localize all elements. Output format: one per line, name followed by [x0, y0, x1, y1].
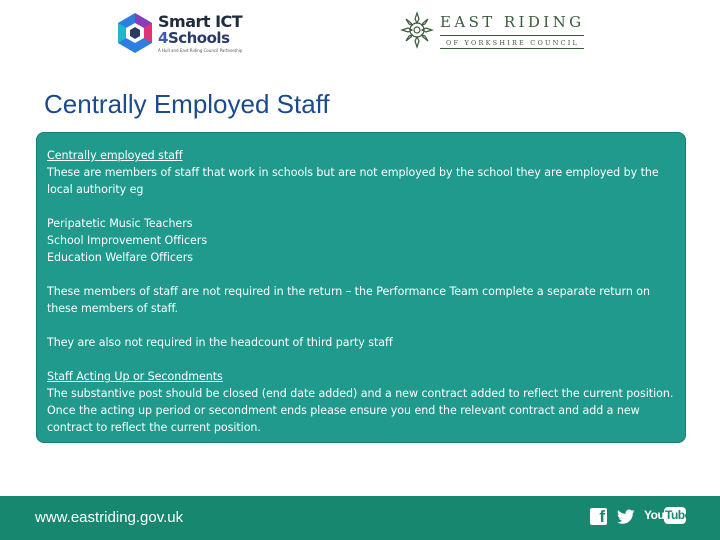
youtube-tube-box: [664, 507, 691, 524]
not-required-paragraph: These members of staff are not required in the return – the Performance Team complete a separate return on these members of staff.: [47, 285, 651, 315]
example-item: School Improvement Officers: [47, 234, 208, 247]
council-name: EAST RIDING: [440, 13, 585, 31]
page-title: Centrally Employed Staff: [44, 89, 330, 119]
spacer: [47, 266, 681, 283]
panel-text: [47, 147, 681, 436]
section-heading-centrally-employed: Centrally employed staff: [47, 149, 183, 162]
smart-ict-logo: [116, 12, 256, 56]
smart-ict-schools: Schools: [167, 29, 230, 47]
spacer: [47, 198, 681, 215]
spacer: [47, 351, 681, 368]
smart-ict-tagline: A Hull and East Riding Council Partnership: [158, 48, 243, 53]
example-item: Education Welfare Officers: [47, 251, 193, 264]
council-crest-icon: [400, 11, 434, 49]
website-link[interactable]: www.eastriding.gov.uk: [35, 509, 184, 526]
council-subtitle: OF YORKSHIRE COUNCIL: [446, 39, 579, 47]
twitter-icon[interactable]: [617, 509, 635, 525]
section-heading-acting-up: Staff Acting Up or Secondments: [47, 370, 223, 383]
east-riding-logo: [400, 11, 590, 51]
acting-up-paragraph: The substantive post should be closed (end date added) and a new contract added to reflect the current position. Once the acting up period or secondment ends please ensure you end the relevant contract and add a new contract to reflect the current position.: [47, 387, 674, 434]
smart-ict-title: Smart ICT: [158, 12, 243, 31]
footer-bar: [0, 496, 720, 540]
smart-ict-subtitle: [158, 29, 230, 47]
smart-ict-number: 4: [158, 29, 168, 47]
youtube-tube: Tube: [665, 508, 691, 522]
content-panel: [36, 132, 686, 443]
intro-paragraph: These are members of staff that work in schools but are not employed by the school they are employed by the local authority eg: [47, 166, 659, 196]
youtube-icon[interactable]: [644, 507, 691, 525]
spacer: [47, 317, 681, 334]
youtube-you: You: [644, 508, 665, 522]
facebook-icon[interactable]: [590, 508, 607, 525]
facebook-glyph: f: [599, 507, 605, 526]
example-item: Peripatetic Music Teachers: [47, 217, 193, 230]
council-rule-bottom: [440, 48, 584, 49]
council-rule-top: [440, 35, 584, 36]
hexagon-logo-icon: [116, 12, 154, 54]
headcount-paragraph: They are also not required in the headcount of third party staff: [47, 336, 393, 349]
